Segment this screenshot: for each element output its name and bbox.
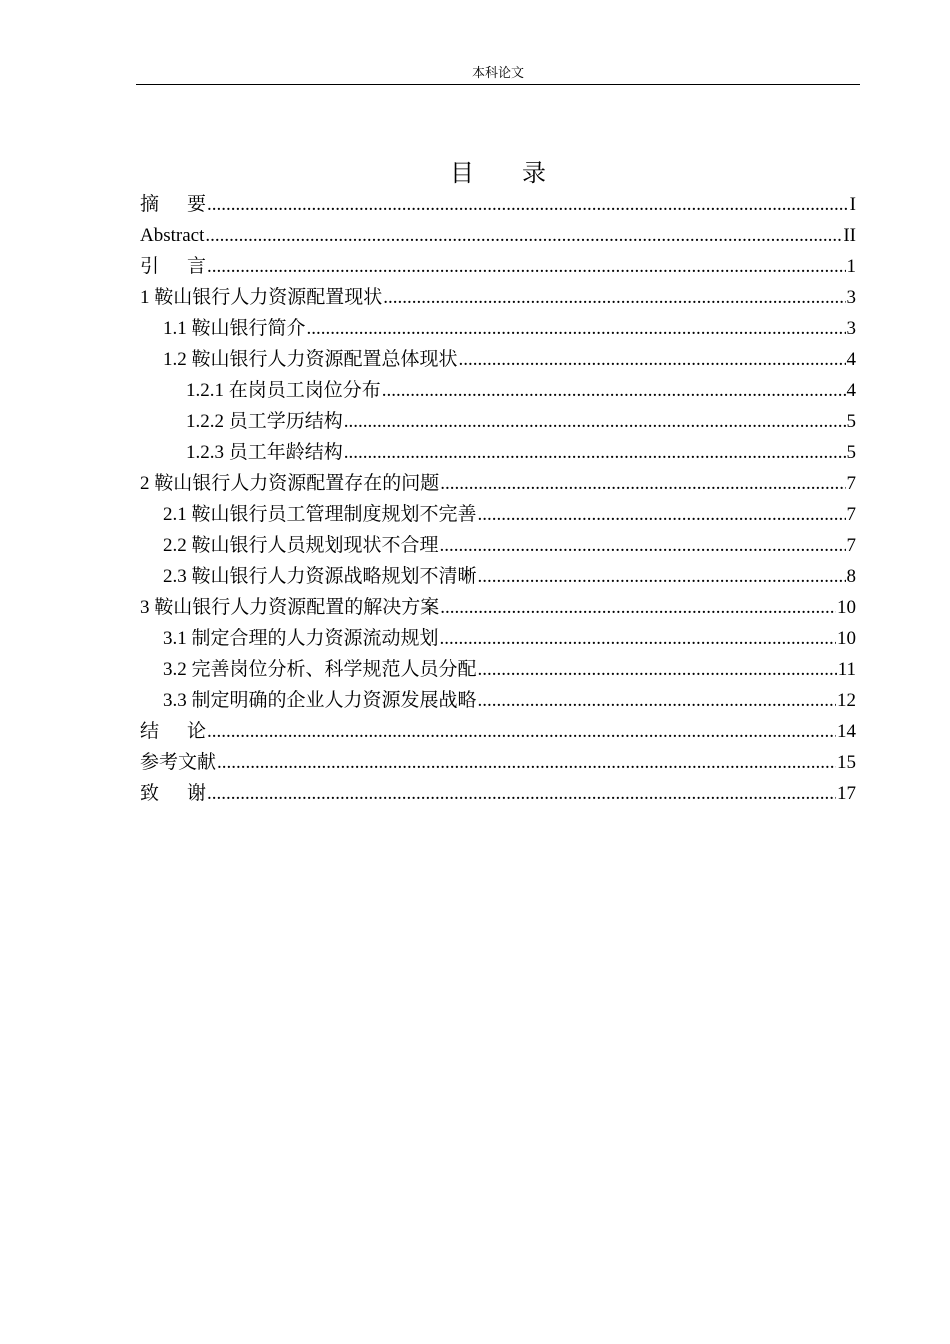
toc-leader-dots: [440, 592, 836, 623]
toc-entry-label: 3.1 制定合理的人力资源流动规划: [163, 628, 439, 649]
toc-entry-page: 15: [837, 752, 856, 773]
toc-entry-label: 1.2 鞍山银行人力资源配置总体现状: [163, 349, 458, 370]
toc-entry-label: 1.1 鞍山银行简介: [163, 318, 306, 339]
toc-leader-dots: [207, 189, 849, 220]
toc-leader-dots: [217, 747, 836, 778]
toc-leader-dots: [478, 685, 836, 716]
toc-entry-page: 11: [837, 659, 856, 680]
toc-entry-page: 7: [846, 504, 856, 525]
toc-entry-label: 2.2 鞍山银行人员规划现状不合理: [163, 535, 439, 556]
toc-entry-page: 4: [846, 380, 856, 401]
toc-entry-page: 3: [846, 287, 856, 308]
toc-entry-label: 3.3 制定明确的企业人力资源发展战略: [163, 690, 477, 711]
toc-leader-dots: [478, 499, 846, 530]
toc-entry-section-2-3[interactable]: [140, 561, 856, 592]
toc-leader-dots: [382, 375, 846, 406]
toc-entry-page: 5: [846, 411, 856, 432]
toc-entry-conclusion[interactable]: [140, 716, 856, 747]
toc-entry-page: 5: [846, 442, 856, 463]
toc-entry-label: Abstract: [140, 225, 205, 246]
toc-entry-label: 3 鞍山银行人力资源配置的解决方案: [140, 597, 440, 618]
toc-entry-chapter-3[interactable]: [140, 592, 856, 623]
toc-leader-dots: [478, 561, 846, 592]
toc-entry-label: 1 鞍山银行人力资源配置现状: [140, 287, 383, 308]
toc-leader-dots: [478, 654, 837, 685]
toc-entry-section-3-1[interactable]: [140, 623, 856, 654]
toc-leader-dots: [344, 437, 846, 468]
toc-leader-dots: [207, 778, 836, 809]
toc-leader-dots: [205, 220, 842, 251]
page-header: [136, 64, 860, 85]
toc-entry-page: 10: [837, 628, 856, 649]
toc-entry-section-1-2-2[interactable]: [140, 406, 856, 437]
toc-leader-dots: [440, 623, 836, 654]
toc-entry-label: 参考文献: [140, 752, 217, 773]
toc-entry-section-1-2[interactable]: [140, 344, 856, 375]
toc-entry-section-3-2[interactable]: [140, 654, 856, 685]
toc-leader-dots: [344, 406, 846, 437]
toc-entry-label: 1.2.1 在岗员工岗位分布: [186, 380, 381, 401]
toc-entry-label: 2.3 鞍山银行人力资源战略规划不清晰: [163, 566, 477, 587]
toc-entry-page: 7: [846, 473, 856, 494]
toc-entry-page: 7: [846, 535, 856, 556]
toc-entry-page: 12: [837, 690, 856, 711]
toc-entry-label: 结 论: [140, 721, 207, 742]
toc-leader-dots: [459, 344, 846, 375]
toc-entry-page: 10: [837, 597, 856, 618]
toc-entry-section-1-2-1[interactable]: [140, 375, 856, 406]
toc-title-part2: 录: [522, 159, 546, 187]
toc-entry-section-1-2-3[interactable]: [140, 437, 856, 468]
toc-entry-page: I: [849, 194, 856, 215]
toc-entry-label: 引 言: [140, 256, 207, 277]
toc-entry-label: 2.1 鞍山银行员工管理制度规划不完善: [163, 504, 477, 525]
toc-leader-dots: [207, 716, 836, 747]
toc-entry-chapter-2[interactable]: [140, 468, 856, 499]
toc-entry-abstract-cn[interactable]: [140, 189, 856, 220]
toc-entry-page: 1: [846, 256, 856, 277]
toc-entry-abstract-en[interactable]: [140, 220, 856, 251]
toc-entry-acknowledgements[interactable]: [140, 778, 856, 809]
toc-entry-chapter-1[interactable]: [140, 282, 856, 313]
toc-entry-page: 4: [846, 349, 856, 370]
toc-entry-label: 致 谢: [140, 783, 207, 804]
toc-title: [136, 154, 860, 192]
toc-entry-label: 1.2.3 员工年龄结构: [186, 442, 343, 463]
toc-leader-dots: [440, 468, 845, 499]
toc-entry-label: 2 鞍山银行人力资源配置存在的问题: [140, 473, 440, 494]
toc-entry-label: 3.2 完善岗位分析、科学规范人员分配: [163, 659, 477, 680]
toc-entry-section-3-3[interactable]: [140, 685, 856, 716]
toc-entry-introduction[interactable]: [140, 251, 856, 282]
toc-entry-page: 8: [846, 566, 856, 587]
toc-title-part1: 目: [450, 159, 474, 187]
toc-leader-dots: [207, 251, 845, 282]
toc-entry-page: 17: [837, 783, 856, 804]
toc-entry-label: 摘 要: [140, 194, 207, 215]
toc-entry-page: 3: [846, 318, 856, 339]
toc-entry-section-2-2[interactable]: [140, 530, 856, 561]
toc-entry-page: 14: [837, 721, 856, 742]
header-title: 本科论文: [471, 66, 524, 81]
toc-entry-references[interactable]: [140, 747, 856, 778]
table-of-contents: [140, 189, 856, 809]
toc-leader-dots: [383, 282, 845, 313]
toc-entry-section-1-1[interactable]: [140, 313, 856, 344]
toc-leader-dots: [440, 530, 846, 561]
toc-leader-dots: [307, 313, 846, 344]
toc-entry-page: II: [843, 225, 856, 246]
toc-entry-section-2-1[interactable]: [140, 499, 856, 530]
toc-entry-label: 1.2.2 员工学历结构: [186, 411, 343, 432]
